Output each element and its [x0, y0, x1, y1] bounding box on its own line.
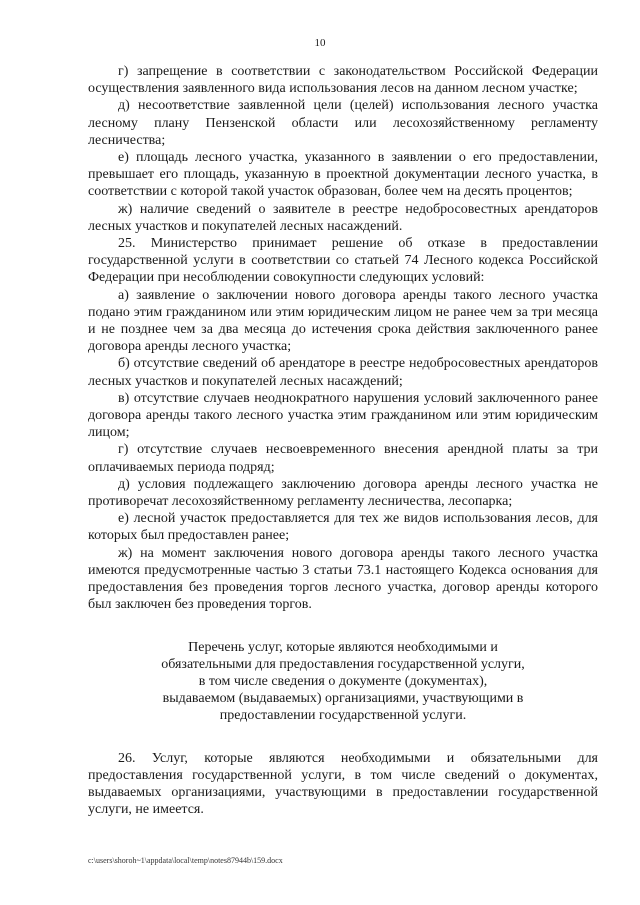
paragraph: б) отсутствие сведений об арендаторе в реестре недобросовестных арендаторов лесных участков и покупателей лесных насаждений; — [88, 356, 598, 389]
paragraph: е) площадь лесного участка, указанного в заявлении о его предоставлении, превышает его площадь, указанную в проектной документации лесного участка, в соответствии с которой такой участок образован, более чем на десять процентов; — [88, 150, 598, 200]
paragraph: д) несоответствие заявленной цели (целей) использования лесного участка лесному плану Пензенской области или лесохозяйственному регламенту лесничества; — [88, 98, 598, 148]
heading-line: предоставлении государственной услуги. — [219, 708, 467, 724]
paragraph: ж) наличие сведений о заявителе в реестре недобросовестных арендаторов лесных участков и покупателей лесных насаждений. — [88, 201, 598, 234]
paragraph: в) отсутствие случаев неоднократного нарушения условий заключенного ранее договора аренды такого лесного участка этим гражданином или этим юридическим лицом; — [88, 390, 598, 441]
paragraph: 25. Министерство принимает решение об отказе в предоставлении государственной услуги в соответствии со статьей 74 Лесного кодекса Российской Федерации при несоблюдении совокупности следующих условий: — [88, 236, 598, 286]
section-heading — [88, 639, 598, 725]
paragraph: г) запрещение в соответствии с законодательством Российской Федерации осуществления заявленного вида использования лесов на данном лесном участке; — [88, 64, 598, 97]
paragraph: 26. Услуг, которые являются необходимыми и обязательными для предоставления государственной услуги, в том числе сведений о документах, выдаваемых организациями, участвующими в предоставлении государственной услуги, не имеется. — [88, 750, 598, 818]
paragraph: е) лесной участок предоставляется для тех же видов использования лесов, для которых был предоставлен ранее; — [88, 511, 598, 544]
footer-file-path: c:\users\shoroh~1\appdata\local\temp\notes87944b\159.docx — [88, 856, 283, 865]
page-number: 10 — [314, 37, 326, 49]
paragraph: а) заявление о заключении нового договора аренды такого лесного участка подано этим гражданином или этим юридическим лицом не ранее чем за три месяца и не позднее чем за два месяца до истечения срока действия заключенного ранее договора аренды лесного участка; — [88, 287, 598, 355]
heading-line: Перечень услуг, которые являются необходимыми и — [188, 639, 498, 655]
paragraph: г) отсутствие случаев несвоевременного внесения арендной платы за три оплачиваемых периода подряд; — [88, 442, 598, 475]
heading-line: обязательными для предоставления государственной услуги, — [161, 656, 525, 672]
paragraph: д) условия подлежащего заключению договора аренды лесного участка не противоречат лесохозяйственному регламенту лесничества, лесопарка; — [88, 476, 598, 510]
document-body — [88, 63, 598, 818]
heading-line: выдаваемом (выдаваемых) организациями, участвующими в — [162, 691, 524, 707]
heading-line: в том числе сведения о документе (документах), — [198, 673, 488, 689]
paragraph: ж) на момент заключения нового договора аренды такого лесного участка имеются предусмотренные частью 3 статьи 73.1 настоящего Кодекса основания для предоставления без проведения торгов лесного участка, договор аренды которого был заключен без проведения торгов. — [88, 545, 598, 613]
